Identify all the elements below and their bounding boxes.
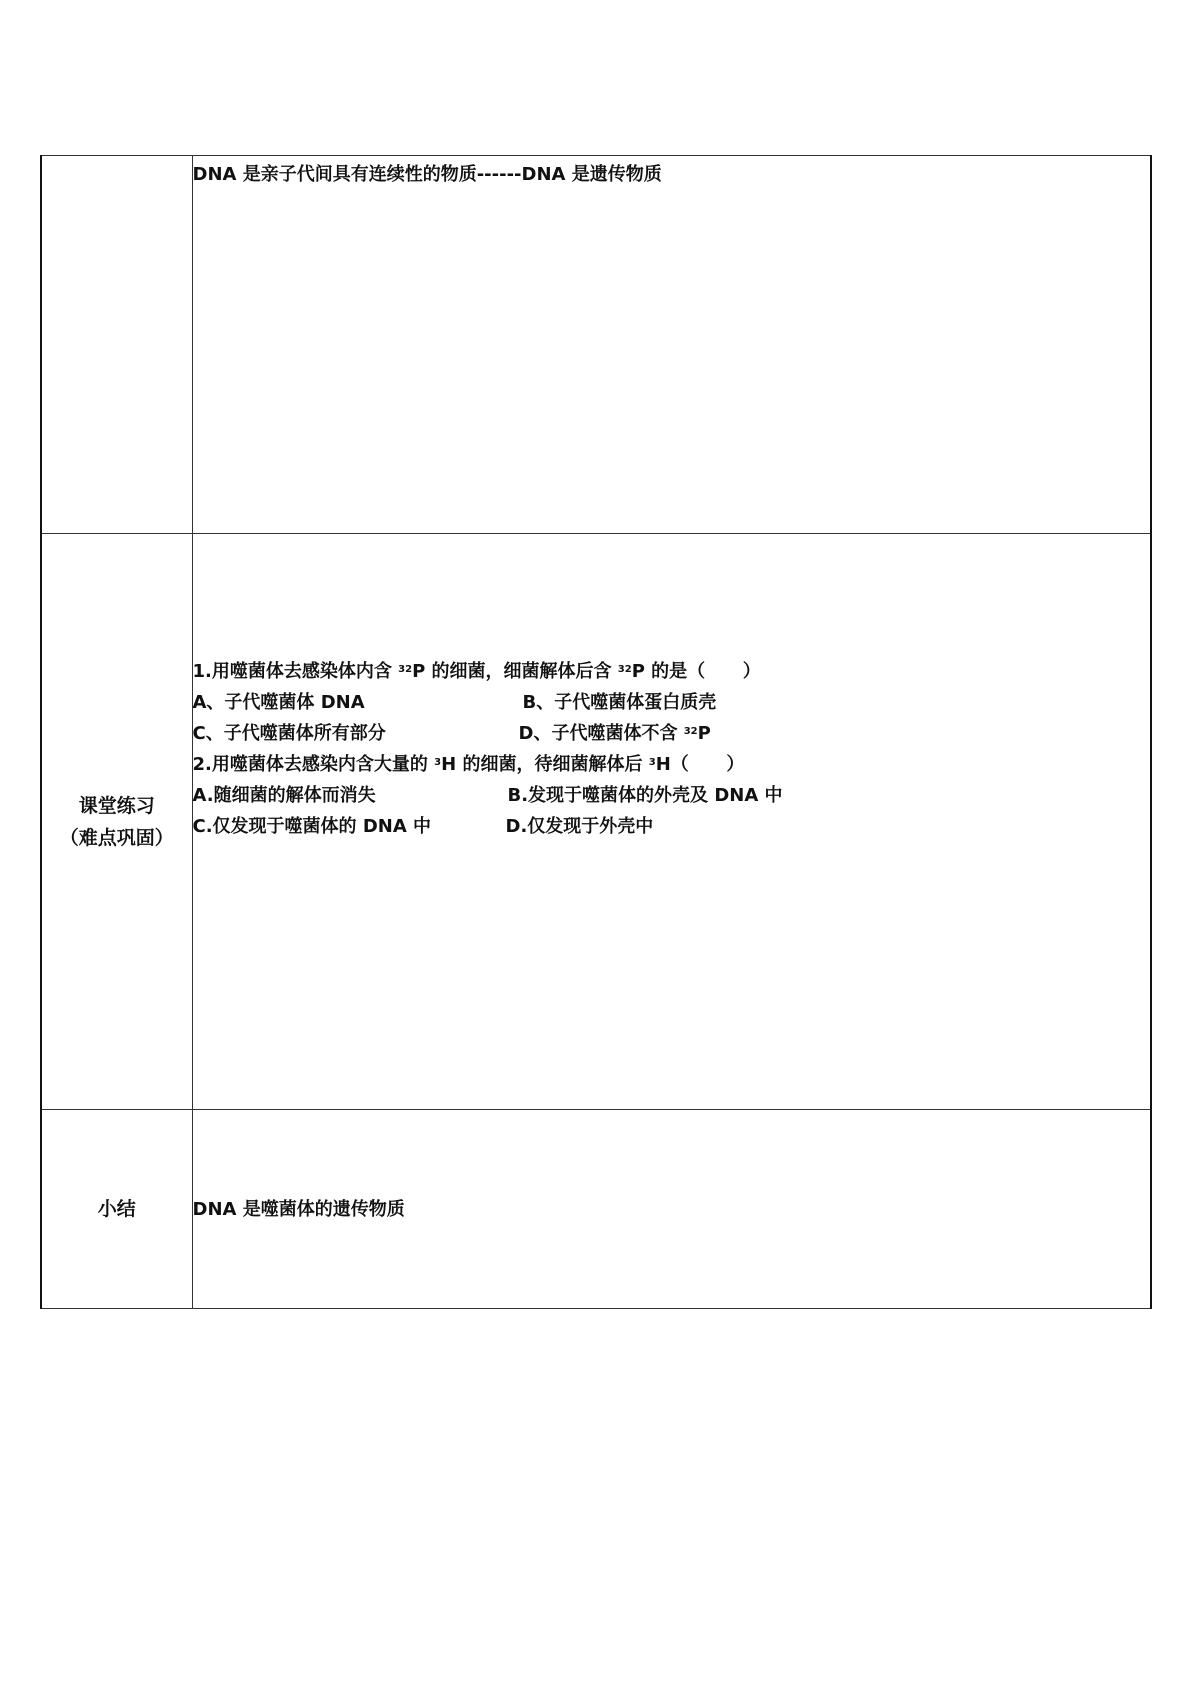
label-line-1: 小结 bbox=[97, 1198, 136, 1220]
option-a: A.随细菌的解体而消失 bbox=[192, 785, 376, 806]
option-a: A、子代噬菌体 DNA bbox=[192, 692, 365, 713]
practice-questions bbox=[192, 534, 1151, 1110]
question-2-options-ab bbox=[193, 780, 1151, 811]
row-label-summary bbox=[41, 1110, 192, 1309]
option-c: C、子代噬菌体所有部分 bbox=[192, 723, 386, 744]
row-label-empty bbox=[41, 156, 192, 534]
content-text: DNA 是亲子代间具有连续性的物质------DNA 是遗传物质 bbox=[192, 164, 662, 185]
row-content bbox=[192, 156, 1151, 534]
option-d: D.仅发现于外壳中 bbox=[505, 816, 654, 837]
option-d: D、子代噬菌体不含 $^{32}$P bbox=[518, 723, 711, 744]
question-1-options-ab bbox=[193, 687, 1151, 718]
question-1-options-cd bbox=[193, 718, 1151, 749]
lesson-table bbox=[40, 155, 1152, 1309]
question-1-stem: 1.用噬菌体去感染体内含 $^{32}$P 的细菌，细菌解体后含 $^{32}$P 的是（ ） bbox=[192, 661, 761, 682]
label-line-1: 课堂练习 bbox=[78, 794, 155, 817]
question-2-options-cd bbox=[193, 811, 1151, 842]
label-line-2: （难点巩固） bbox=[59, 826, 174, 849]
option-b: B.发现于噬菌体的外壳及 DNA 中 bbox=[507, 785, 783, 806]
option-b: B、子代噬菌体蛋白质壳 bbox=[522, 692, 717, 713]
option-c: C.仅发现于噬菌体的 DNA 中 bbox=[192, 816, 432, 837]
row-content bbox=[192, 1110, 1151, 1309]
summary-text: DNA 是噬菌体的遗传物质 bbox=[192, 1198, 405, 1220]
table-row bbox=[41, 534, 1151, 1110]
table-row bbox=[41, 1110, 1151, 1309]
row-label-practice bbox=[41, 534, 192, 1110]
table-row bbox=[41, 156, 1151, 534]
question-2-stem: 2.用噬菌体去感染内含大量的 $^3$H 的细菌，待细菌解体后 $^3$H（ ） bbox=[192, 754, 745, 775]
